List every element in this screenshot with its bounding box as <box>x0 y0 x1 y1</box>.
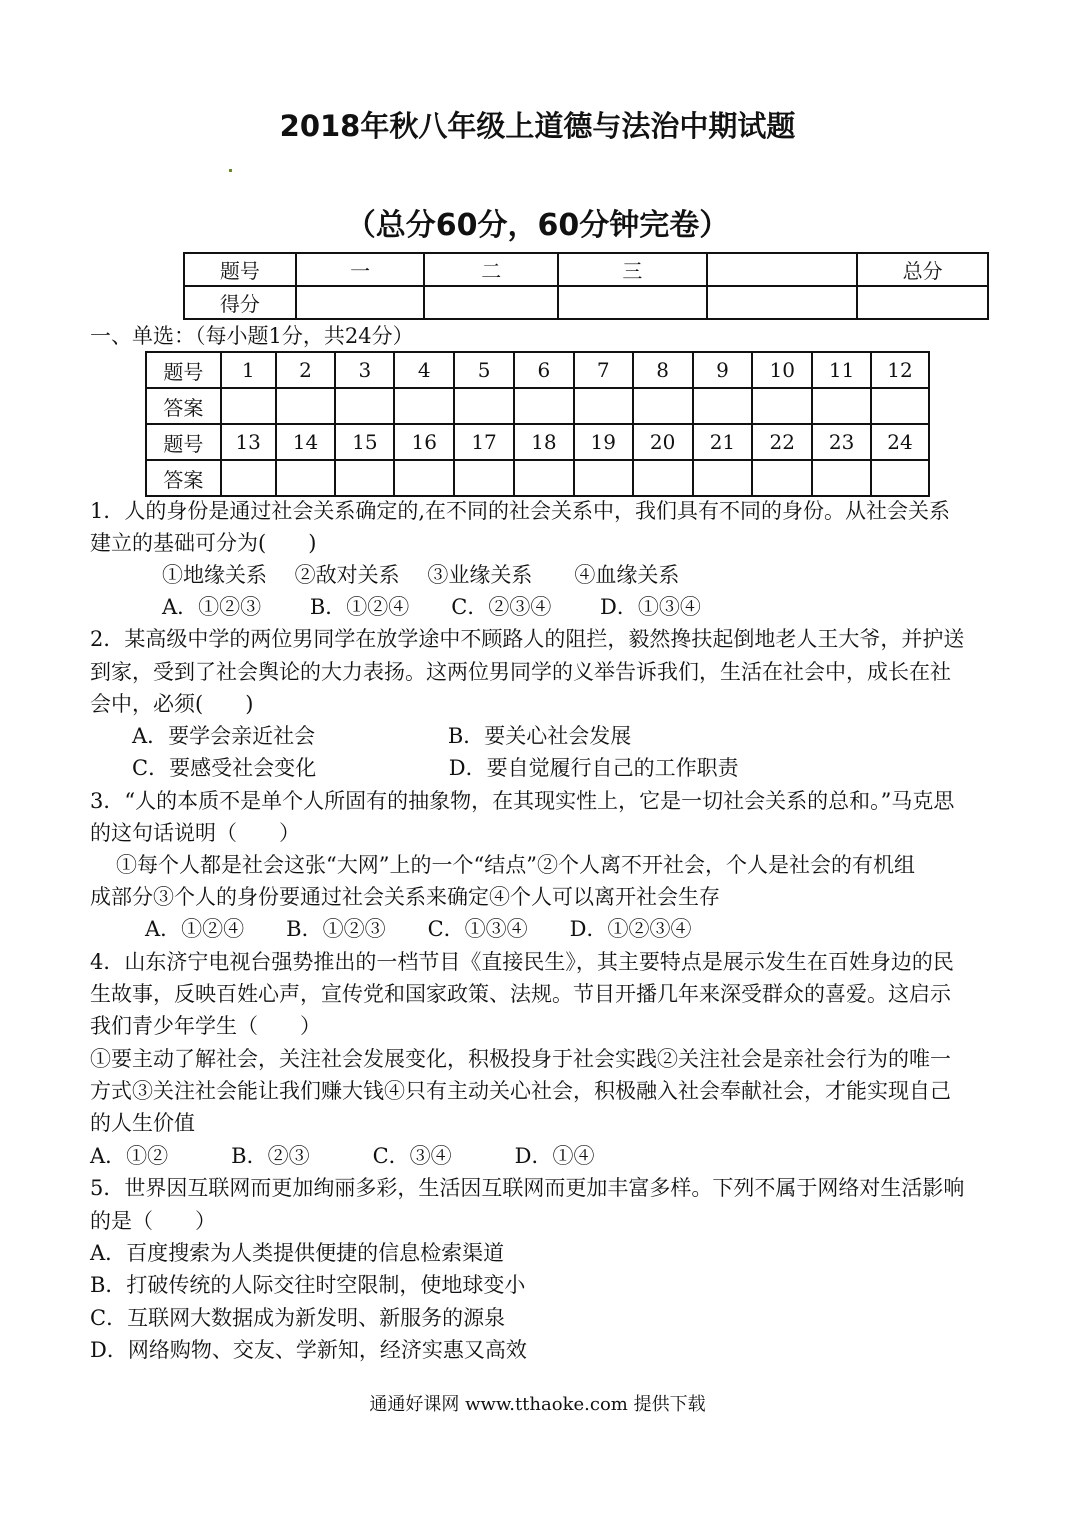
question-number: 10 <box>752 352 812 388</box>
question-number: 6 <box>514 352 574 388</box>
question-number: 2 <box>276 352 336 388</box>
score-header-cell <box>707 253 858 286</box>
score-header-cell: 二 <box>424 253 558 286</box>
answer-cell <box>812 388 871 424</box>
answer-cell <box>514 388 574 424</box>
question-number: 11 <box>812 352 871 388</box>
exam-subtitle: （总分60分，60分钟完卷） <box>345 208 730 243</box>
section-heading: 一、单选：（每小题1分，共24分） <box>90 324 414 348</box>
question-text-line: 建立的基础可分为( ) <box>90 531 317 555</box>
score-table <box>183 252 989 320</box>
answer-cell <box>693 388 753 424</box>
answer-table-row <box>146 352 929 388</box>
question-text-line: ①要主动了解社会，关注社会发展变化，积极投身于社会实践②关注社会是亲社会行为的唯一 <box>90 1047 951 1071</box>
score-table-header-row <box>184 253 988 286</box>
question-text-line: 生故事，反映百姓心声，宣传党和国家政策、法规。节目开播几年来深受群众的喜爱。这启示 <box>90 982 951 1006</box>
question-text-line: 4．山东济宁电视台强势推出的一档节目《直接民生》，其主要特点是展示发生在百姓身边的民 <box>90 950 954 974</box>
answer-cell <box>454 388 514 424</box>
question-text-line: C．要感受社会变化 D．要自觉履行自己的工作职责 <box>132 756 739 780</box>
score-header-cell: 三 <box>558 253 707 286</box>
answer-cell <box>633 388 693 424</box>
answer-table-row-label: 答案 <box>146 460 221 496</box>
answer-cell <box>633 460 693 496</box>
question-number: 3 <box>335 352 394 388</box>
question-text-line: B．打破传统的人际交往时空限制，使地球变小 <box>90 1273 526 1297</box>
question-text-line: A．百度搜索为人类提供便捷的信息检索渠道 <box>90 1241 505 1265</box>
answer-table-row-label: 答案 <box>146 388 221 424</box>
answer-cell <box>752 460 812 496</box>
question-text-line: 的这句话说明（ ） <box>90 821 300 845</box>
answer-table-row <box>146 388 929 424</box>
answer-cell <box>394 388 454 424</box>
answer-cell <box>221 460 276 496</box>
answer-cell <box>335 388 394 424</box>
score-row-label: 得分 <box>184 286 296 319</box>
score-header-cell: 总分 <box>857 253 988 286</box>
question-text-line: A．①② B．②③ C．③④ D．①④ <box>90 1144 595 1168</box>
answer-cell <box>871 388 929 424</box>
question-text-line: 的人生价值 <box>90 1111 195 1135</box>
score-header-cell: 一 <box>296 253 425 286</box>
question-number: 17 <box>454 424 514 460</box>
question-number: 9 <box>693 352 753 388</box>
question-number: 1 <box>221 352 276 388</box>
score-cell <box>558 286 707 319</box>
question-number: 19 <box>574 424 633 460</box>
answer-cell <box>276 388 336 424</box>
answer-cell <box>514 460 574 496</box>
question-number: 20 <box>633 424 693 460</box>
score-cell <box>424 286 558 319</box>
score-cell <box>296 286 425 319</box>
question-number: 8 <box>633 352 693 388</box>
question-number: 14 <box>276 424 336 460</box>
question-text-line: 5．世界因互联网而更加绚丽多彩，生活因互联网而更加丰富多样。下列不属于网络对生活影响 <box>90 1176 965 1200</box>
question-number: 18 <box>514 424 574 460</box>
question-number: 5 <box>454 352 514 388</box>
question-number: 7 <box>574 352 633 388</box>
question-number: 23 <box>812 424 871 460</box>
answer-cell <box>871 460 929 496</box>
answer-table-row <box>146 424 929 460</box>
question-text-line: 成部分③个人的身份要通过社会关系来确定④个人可以离开社会生存 <box>90 885 720 909</box>
question-number: 12 <box>871 352 929 388</box>
answer-cell <box>276 460 336 496</box>
question-text-line: ①每个人都是社会这张“大网”上的一个“结点”②个人离不开社会，个人是社会的有机组 <box>116 853 915 877</box>
question-text-line: 3．“人的本质不是单个人所固有的抽象物，在其现实性上，它是一切社会关系的总和。”马克思 <box>90 789 955 813</box>
question-text-line: A．①②④ B．①②③ C．①③④ D．①②③④ <box>145 917 692 941</box>
answer-table-row-label: 题号 <box>146 352 221 388</box>
question-number: 13 <box>221 424 276 460</box>
score-header-label: 题号 <box>184 253 296 286</box>
question-text-line: 的是（ ） <box>90 1209 216 1233</box>
question-text-line: D．网络购物、交友、学新知，经济实惠又高效 <box>90 1338 527 1362</box>
answer-table-row <box>146 460 929 496</box>
question-text-line: ①地缘关系 ②敌对关系 ③业缘关系 ④血缘关系 <box>162 563 680 587</box>
question-number: 24 <box>871 424 929 460</box>
answer-cell <box>221 388 276 424</box>
answer-table-row-label: 题号 <box>146 424 221 460</box>
answer-cell <box>752 388 812 424</box>
score-table-score-row <box>184 286 988 319</box>
score-cell <box>707 286 858 319</box>
question-text-line: A．①②③ B．①②④ C．②③④ D．①③④ <box>162 595 701 619</box>
answer-cell <box>574 460 633 496</box>
question-text-line: C．互联网大数据成为新发明、新服务的源泉 <box>90 1306 506 1330</box>
question-text-line: A．要学会亲近社会 B．要关心社会发展 <box>132 724 632 748</box>
question-text-line: 我们青少年学生（ ） <box>90 1014 321 1038</box>
question-number: 16 <box>394 424 454 460</box>
answer-cell <box>574 388 633 424</box>
answer-cell <box>394 460 454 496</box>
question-number: 22 <box>752 424 812 460</box>
question-text-line: 会中，必须( ) <box>90 692 254 716</box>
question-text-line: 1．人的身份是通过社会关系确定的,在不同的社会关系中，我们具有不同的身份。从社会关系 <box>90 499 951 523</box>
question-number: 15 <box>335 424 394 460</box>
footer: 通通好课网 www.tthaoke.com 提供下载 <box>369 1394 706 1415</box>
score-cell <box>857 286 988 319</box>
exam-title: 2018年秋八年级上道德与法治中期试题 <box>279 109 796 143</box>
answer-cell <box>335 460 394 496</box>
stray-mark <box>229 169 232 172</box>
answer-table <box>145 351 930 497</box>
question-text-line: 2．某高级中学的两位男同学在放学途中不顾路人的阻拦，毅然搀扶起倒地老人王大爷，并护送 <box>90 627 965 651</box>
question-number: 21 <box>693 424 753 460</box>
answer-cell <box>812 460 871 496</box>
answer-cell <box>454 460 514 496</box>
answer-cell <box>693 460 753 496</box>
question-text-line: 方式③关注社会能让我们赚大钱④只有主动关心社会，积极融入社会奉献社会，才能实现自己 <box>90 1079 951 1103</box>
question-text-line: 到家，受到了社会舆论的大力表扬。这两位男同学的义举告诉我们，生活在社会中，成长在社 <box>90 660 951 684</box>
question-number: 4 <box>394 352 454 388</box>
